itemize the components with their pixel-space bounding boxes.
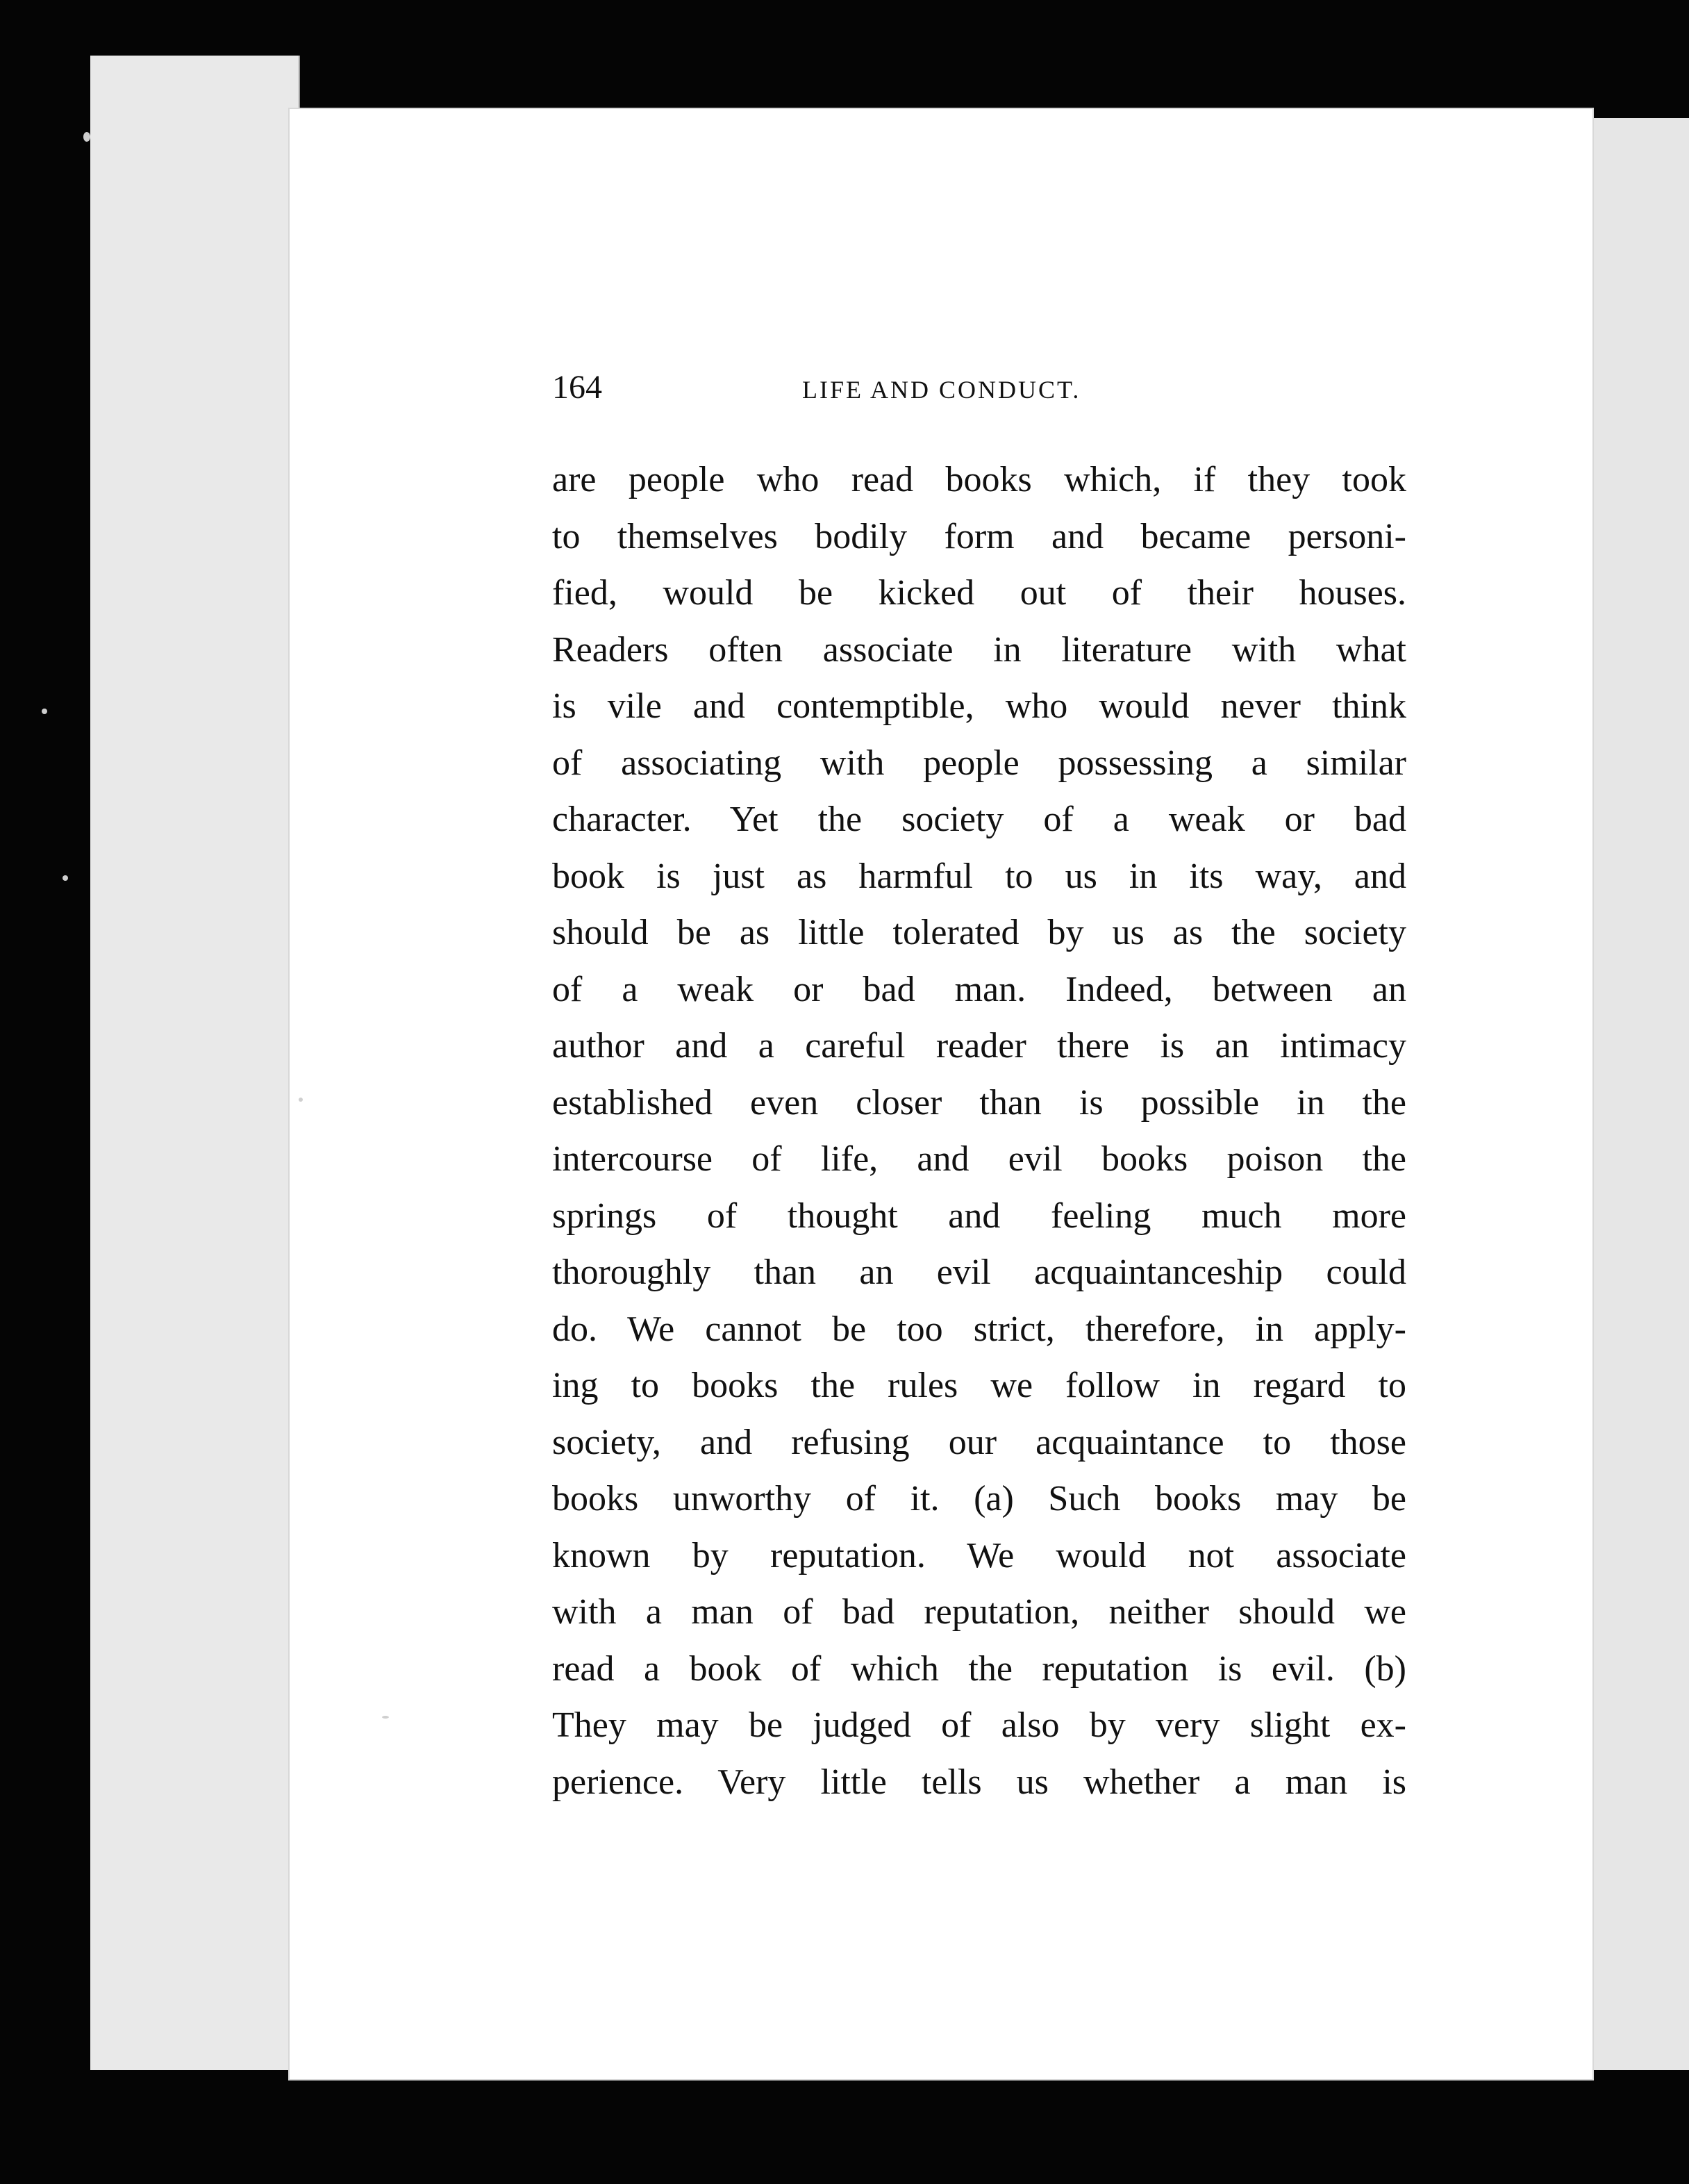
text-line: do. We cannot be too strict, therefore, in apply- xyxy=(552,1309,1406,1349)
page-number: 164 xyxy=(552,369,602,406)
text-line: thoroughly than an evil acquaintanceship could xyxy=(552,1252,1406,1292)
text-line: intercourse of life, and evil books poison the xyxy=(552,1139,1406,1179)
text-line: perience. Very little tells us whether a man is xyxy=(552,1762,1406,1802)
page-edges xyxy=(90,56,313,2070)
text-line: fied, would be kicked out of their houses. xyxy=(552,573,1406,613)
text-line: with a man of bad reputation, neither should we xyxy=(552,1592,1406,1632)
text-line: of associating with people possessing a similar xyxy=(552,743,1406,783)
scan-speck xyxy=(63,875,68,881)
scan-speck xyxy=(83,132,90,142)
text-line: read a book of which the reputation is evil. (b) xyxy=(552,1648,1406,1689)
page-edge xyxy=(132,76,300,2063)
text-line: author and a careful reader there is an intimacy xyxy=(552,1026,1406,1066)
text-line: books unworthy of it. (a) Such books may be xyxy=(552,1479,1406,1519)
scan-speck xyxy=(299,1098,303,1102)
text-line: is vile and contemptible, who would never think xyxy=(552,686,1406,726)
text-line: of a weak or bad man. Indeed, between an xyxy=(552,969,1406,1009)
text-line: They may be judged of also by very slight ex- xyxy=(552,1705,1406,1745)
text-line: are people who read books which, if they took xyxy=(552,460,1406,499)
running-title: LIFE AND CONDUCT. xyxy=(802,376,1081,404)
text-line: society, and refusing our acquaintance to those xyxy=(552,1422,1406,1462)
text-line: book is just as harmful to us in its way, and xyxy=(552,856,1406,896)
running-head xyxy=(552,368,1156,417)
text-line: character. Yet the society of a weak or bad xyxy=(552,800,1406,839)
text-line: ing to books the rules we follow in regard to xyxy=(552,1366,1406,1405)
scan-speck xyxy=(42,709,47,714)
text-line: should be as little tolerated by us as the society xyxy=(552,913,1406,952)
text-line: springs of thought and feeling much more xyxy=(552,1196,1406,1236)
body-text xyxy=(552,452,1406,1810)
text-line: Readers often associate in literature with what xyxy=(552,629,1406,670)
text-line: to themselves bodily form and became personi- xyxy=(552,516,1406,556)
text-line: established even closer than is possible in the xyxy=(552,1082,1406,1123)
text-line: known by reputation. We would not associate xyxy=(552,1535,1406,1575)
scan-speck xyxy=(382,1716,389,1719)
